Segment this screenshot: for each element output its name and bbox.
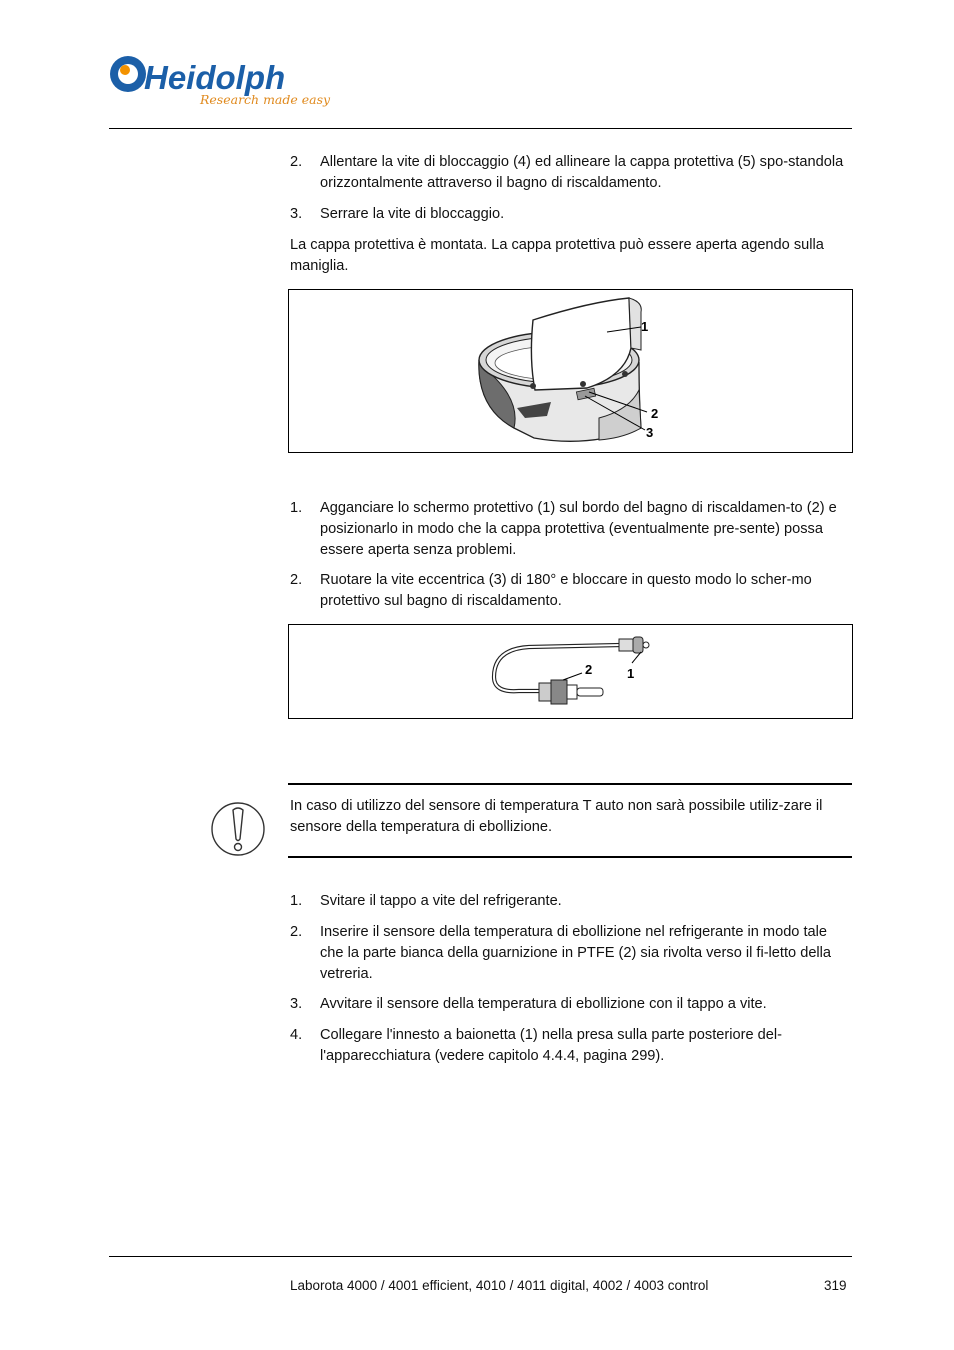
logo-mark-icon: [108, 50, 338, 116]
exclamation-icon: [209, 800, 267, 858]
step-number: 3.: [290, 206, 303, 222]
callout-1: 1: [641, 319, 649, 334]
list-item: [290, 891, 852, 912]
list-item: [290, 498, 852, 561]
page-number: 319: [824, 1278, 847, 1293]
step-text: Allentare la vite di bloccaggio (4) ed allineare la cappa protettiva (5) spo-standola orizzontalmente attraverso il bagno di riscaldamento.: [320, 154, 844, 191]
footer-product: Laborota 4000 / 4001 efficient, 4010 / 4011 digital, 4002 / 4003 control: [290, 1278, 709, 1293]
callout-3: 3: [646, 425, 654, 440]
callout-1: 1: [627, 666, 635, 681]
header-rule: [109, 128, 852, 129]
list-item: [290, 152, 852, 194]
step-text: Agganciare lo schermo protettivo (1) sul bordo del bagno di riscaldamen-to (2) e posizionarlo in modo che la cappa protettiva (eventualmente pre-sente) possa essere aperta senza problemi.: [320, 500, 837, 558]
figure-shield-heating-bath: [288, 289, 853, 453]
step-number: 3.: [290, 996, 303, 1012]
step-text: Svitare il tappo a vite del refrigerante.: [320, 893, 562, 909]
footer-rule: [109, 1256, 852, 1257]
temperature-sensor-illustration: [289, 625, 852, 718]
list-item: [290, 570, 852, 612]
step-text: Ruotare la vite eccentrica (3) di 180° e bloccare in questo modo lo scher-mo protettivo sul bagno di riscaldamento.: [320, 572, 812, 609]
step-text: Inserire il sensore della temperatura di ebollizione nel refrigerante in modo tale che la parte bianca della guarnizione in PTFE (2) sia rivolta verso il fi-letto della vetreria.: [320, 924, 832, 982]
heidolph-logo: [108, 50, 338, 116]
figure-temperature-sensor: [288, 624, 853, 719]
step-number: 2.: [290, 572, 303, 588]
step-number: 1.: [290, 893, 303, 909]
list-item: [290, 1025, 852, 1067]
list-item: [290, 922, 852, 985]
list-item: [290, 204, 852, 225]
callout-2: 2: [585, 662, 593, 677]
note-bottom-rule: [288, 856, 852, 858]
step-number: 4.: [290, 1027, 303, 1043]
heating-bath-illustration: [289, 290, 852, 452]
step-number: 2.: [290, 154, 303, 170]
step-number: 1.: [290, 500, 303, 516]
step-text: Collegare l'innesto a baionetta (1) nella presa sulla parte posteriore del-l'apparecchiatura (vedere capitolo 4.4.4, pagina 299).: [320, 1027, 782, 1064]
note-text: In caso di utilizzo del sensore di temperatura T auto non sarà possibile utiliz-zare il sensore della temperatura di ebollizione.: [290, 798, 823, 835]
step-text: Avvitare il sensore della temperatura di ebollizione con il tappo a vite.: [320, 996, 767, 1012]
brand-tagline: Research made easy: [200, 92, 331, 107]
paragraph: La cappa protettiva è montata. La cappa protettiva può essere aperta agendo sulla maniglia.: [290, 237, 824, 274]
list-item: [290, 994, 852, 1015]
step-text: Serrare la vite di bloccaggio.: [320, 206, 505, 222]
note-top-rule: [288, 783, 852, 785]
brand-name: Heidolph: [144, 59, 286, 96]
step-number: 2.: [290, 924, 303, 940]
callout-2: 2: [651, 406, 659, 421]
